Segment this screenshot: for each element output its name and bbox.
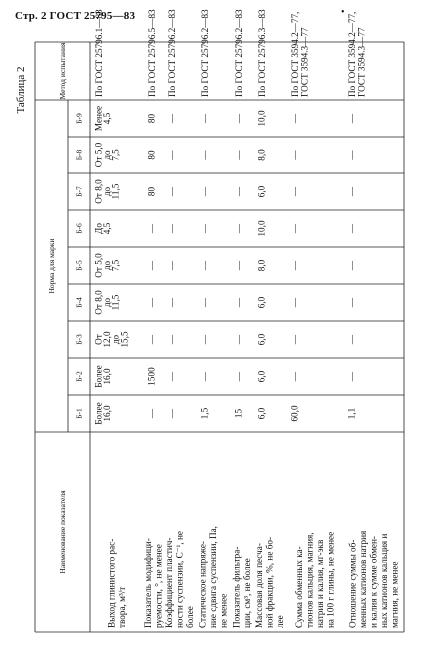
row-3-grade-value-line: — <box>166 113 177 124</box>
row-method-8-line: ГОСТ 3594.3—77 <box>356 27 367 97</box>
row-6-grade-value <box>257 333 267 345</box>
row-5-grade-value-line: — <box>233 150 244 160</box>
row-name-2-line: руемости, °, не менее <box>153 544 164 628</box>
row-3-grade-value <box>167 371 177 382</box>
row-name-7-line: натрия и калия, мг-экв <box>314 539 325 628</box>
row-6-grade-value-line: 6,0 <box>256 185 267 198</box>
row-1-grade-value-line: Менее <box>93 105 104 132</box>
row-4-grade-value <box>200 260 210 271</box>
row-2-grade-value-line: 80 <box>146 113 157 124</box>
row-2-grade-value-line: — <box>146 260 157 271</box>
row-1-grade-value <box>94 253 121 278</box>
row-name-1-line: твора, м³/т <box>116 586 127 628</box>
row-8-grade-value <box>347 260 357 271</box>
row-1-grade-value-line: 4,5 <box>102 222 113 235</box>
grade-header-Б-3 <box>75 334 84 345</box>
norm-header <box>47 238 56 293</box>
row-5-grade-value-line: — <box>233 334 244 345</box>
row-1-grade-value-line: 16,0 <box>102 368 113 385</box>
row-4-grade-value <box>200 186 210 197</box>
row-3-grade-value <box>167 150 177 161</box>
row-2-grade-value-line: — <box>146 334 157 345</box>
row-6-grade-value-line: 6,0 <box>256 296 267 309</box>
row-4-grade-value-line: 1,5 <box>199 407 210 420</box>
row-method-2 <box>147 9 157 97</box>
row-name-3-line: ности суспензии, С⁻¹, не <box>174 531 185 628</box>
row-4-grade-value-line: — <box>199 186 210 197</box>
row-4-grade-value <box>200 223 210 234</box>
row-1-grade-value-line: 7,5 <box>110 259 121 272</box>
row-1-grade-value-line: 4,5 <box>102 112 113 125</box>
row-name-6-line: Массовая доля песча- <box>254 543 265 628</box>
row-method-1-line: По ГОСТ 25796.1—83 <box>94 9 105 97</box>
row-name-8-line: Отношение суммы об- <box>347 539 358 628</box>
row-4-grade-value <box>200 113 210 124</box>
row-method-6-line: По ГОСТ 25796.3—83 <box>257 9 268 97</box>
row-7-grade-value <box>290 371 300 382</box>
row-3-grade-value-line: — <box>166 186 177 197</box>
row-name-4-line: Статическое напряже- <box>197 541 208 628</box>
row-5-grade-value <box>234 409 244 419</box>
row-1-grade-value <box>94 222 113 234</box>
row-3-grade-value <box>167 334 177 345</box>
row-7-grade-value-line: — <box>289 260 300 271</box>
row-1-grade-value <box>94 290 121 315</box>
row-6-grade-value-line: 10,0 <box>256 110 267 127</box>
row-1-grade-value-line: до <box>102 150 113 160</box>
grade-header-Б-6 <box>75 223 84 234</box>
row-7-grade-value-line: — <box>289 334 300 345</box>
row-7-grade-value <box>290 186 300 197</box>
row-4-grade-value-line: — <box>199 334 210 345</box>
row-5-grade-value <box>234 113 244 124</box>
grade-header-Б-7 <box>75 186 84 197</box>
row-name-1-line: Выход глинистого рас- <box>106 538 117 628</box>
row-name-7 <box>294 532 336 628</box>
row-name-7-line: Сумма обменных ка- <box>293 546 304 628</box>
row-7-grade-value <box>290 150 300 161</box>
row-5-grade-value-line: — <box>233 186 244 197</box>
row-3-grade-value <box>167 223 177 234</box>
row-8-grade-value <box>347 371 357 382</box>
row-5-grade-value <box>234 371 244 382</box>
row-name-3 <box>164 531 195 628</box>
row-1-grade-value-line: 16,0 <box>102 405 113 422</box>
row-6-grade-value <box>257 149 267 161</box>
row-6-grade-value-line: 10,0 <box>256 220 267 237</box>
table-caption-line: Таблица 2 <box>14 66 27 114</box>
row-1-grade-value-line: От 5,0 <box>93 142 104 168</box>
row-6-grade-value <box>257 407 267 419</box>
row-1-grade-value <box>94 402 113 425</box>
row-3-grade-value-line: — <box>166 260 177 271</box>
row-method-6 <box>257 9 267 97</box>
row-8-grade-value-line: — <box>346 113 357 124</box>
row-8-grade-value-line: — <box>346 334 357 345</box>
row-3-grade-value <box>167 260 177 271</box>
row-5-grade-value <box>234 186 244 197</box>
row-7-grade-value-line: — <box>289 371 300 382</box>
row-8-grade-value-line: — <box>346 260 357 271</box>
row-3-grade-value <box>167 186 177 197</box>
row-2-grade-value <box>147 297 157 308</box>
row-5-grade-value-line: — <box>233 371 244 382</box>
row-1-grade-value-line: Более <box>93 402 104 425</box>
row-1-grade-value-line: 11,5 <box>110 294 121 311</box>
row-5-grade-value <box>234 260 244 271</box>
row-3-grade-value-line: — <box>166 408 177 419</box>
row-7-grade-value-line: — <box>289 113 300 124</box>
row-6-grade-value-line: 6,0 <box>256 370 267 383</box>
row-4-grade-value <box>200 150 210 161</box>
page-number: Стр. 2 <box>15 10 47 22</box>
row-7-grade-value <box>290 113 300 124</box>
row-2-grade-value-line: 1500 <box>146 367 157 386</box>
grade-header-Б-8-line: Б-8 <box>74 149 84 161</box>
row-2-grade-value <box>147 114 157 124</box>
row-4-grade-value <box>200 371 210 382</box>
row-1-grade-value-line: 12,0 <box>102 331 113 348</box>
row-1-grade-value-line: От 8,0 <box>93 179 104 204</box>
row-name-3-line: Коэффициент пластич- <box>164 537 175 628</box>
name-column-header <box>58 490 67 574</box>
standard-number: ГОСТ 25795—83 <box>49 10 136 22</box>
row-name-6-line: ной фракции, %, не бо- <box>264 536 275 628</box>
grade-header-Б-2 <box>75 371 84 382</box>
row-3-grade-value <box>167 113 177 124</box>
grade-header-Б-2-line: Б-2 <box>74 371 84 382</box>
row-5-grade-value-line: 15 <box>233 408 244 419</box>
row-7-grade-value <box>290 297 300 308</box>
row-1-grade-value-line: Более <box>93 365 104 388</box>
row-name-6 <box>254 537 285 628</box>
row-8-grade-value-line: — <box>346 297 357 308</box>
row-6-grade-value-line: 8,0 <box>256 259 267 272</box>
row-1-grade-value <box>94 331 130 347</box>
row-method-5-line: По ГОСТ 25796.2—83 <box>234 9 245 97</box>
row-name-4 <box>198 526 229 628</box>
row-1-grade-value-line: 11,5 <box>110 183 121 200</box>
row-8-grade-value-line: — <box>346 186 357 197</box>
row-1-grade-value-line: до <box>110 334 121 345</box>
row-5-grade-value-line: — <box>233 260 244 271</box>
row-4-grade-value-line: — <box>199 150 210 160</box>
row-2-grade-value <box>147 367 157 386</box>
row-3-grade-value-line: — <box>166 334 177 345</box>
row-method-7-line: По ГОСТ 3594.2—77, <box>290 11 301 97</box>
row-method-7-line: ГОСТ 3594.3—77 <box>299 27 310 97</box>
row-method-3 <box>167 9 177 97</box>
row-3-grade-value <box>167 408 177 419</box>
row-2-grade-value <box>147 187 157 197</box>
row-method-2-line: По ГОСТ 25796.5—83 <box>147 9 158 97</box>
grade-header-Б-5 <box>75 260 84 271</box>
row-1-grade-value-line: 15,5 <box>119 331 130 348</box>
grade-header-Б-9 <box>75 113 84 124</box>
row-method-4 <box>200 9 210 97</box>
row-name-3-line: более <box>185 606 196 628</box>
row-method-3-line: По ГОСТ 25796.2—83 <box>167 9 178 97</box>
row-6-grade-value <box>257 370 267 382</box>
row-method-7 <box>290 12 310 97</box>
row-5-grade-value <box>234 334 244 345</box>
row-4-grade-value-line: — <box>199 113 210 124</box>
row-method-8 <box>347 12 367 97</box>
row-name-7-line: на 100 г глины, не менее <box>325 531 336 628</box>
row-2-grade-value-line: 80 <box>146 186 157 197</box>
row-4-grade-value <box>200 407 210 419</box>
row-name-8-line: и калия к сумме обмен- <box>368 536 379 628</box>
grade-header-Б-4-line: Б-4 <box>74 297 84 308</box>
row-6-grade-value <box>257 296 267 308</box>
row-name-4-line: ние сдвига суспензии, Па, <box>208 526 219 628</box>
row-5-grade-value <box>234 150 244 161</box>
row-3-grade-value-line: — <box>166 371 177 382</box>
norm-header-line: Норма для марки <box>47 238 57 294</box>
grade-header-Б-8 <box>75 149 84 160</box>
row-8-grade-value <box>347 407 357 419</box>
row-2-grade-value <box>147 260 157 271</box>
row-6-grade-value <box>257 185 267 197</box>
row-6-grade-value-line: 6,0 <box>256 407 267 420</box>
grade-header-Б-4 <box>75 297 84 308</box>
row-1-grade-value <box>94 106 113 131</box>
row-1-grade-value-line: До <box>93 223 104 234</box>
method-column-header-line: Метод испытания <box>58 42 68 100</box>
row-name-8-line: менных катионов натрия <box>358 530 369 628</box>
row-8-grade-value-line: — <box>346 150 357 160</box>
row-name-2-line: Показатель модифици- <box>142 538 153 628</box>
row-7-grade-value-line: — <box>289 186 300 197</box>
row-1-grade-value-line: до <box>102 260 113 271</box>
row-2-grade-value-line: — <box>146 297 157 308</box>
row-name-4-line: не менее <box>218 593 229 628</box>
row-name-6-line: лее <box>275 615 286 628</box>
row-name-5 <box>231 547 252 628</box>
row-method-8-line: По ГОСТ 3594.2—77, <box>347 11 358 97</box>
row-6-grade-value <box>257 259 267 271</box>
grade-header-Б-7-line: Б-7 <box>74 186 84 197</box>
method-column-header <box>58 42 67 99</box>
row-1-grade-value-line: до <box>102 297 113 308</box>
row-7-grade-value-line: — <box>289 223 300 234</box>
row-5-grade-value-line: — <box>233 223 244 234</box>
row-8-grade-value-line: 1,1 <box>346 407 357 420</box>
row-3-grade-value <box>167 297 177 308</box>
row-name-5-line: ции, см³, не более <box>241 558 252 628</box>
row-4-grade-value-line: — <box>199 260 210 271</box>
row-1-grade-value-line: От 8,0 <box>93 290 104 315</box>
row-method-5 <box>234 9 244 97</box>
row-8-grade-value <box>347 113 357 124</box>
row-3-grade-value-line: — <box>166 150 177 160</box>
speck-mark: • <box>341 7 345 18</box>
row-name-2 <box>143 538 164 628</box>
row-5-grade-value-line: — <box>233 297 244 308</box>
row-3-grade-value-line: — <box>166 297 177 308</box>
row-5-grade-value-line: — <box>233 113 244 124</box>
row-1-grade-value-line: От 5,0 <box>93 253 104 278</box>
row-7-grade-value <box>290 334 300 345</box>
row-method-4-line: По ГОСТ 25796.2—83 <box>200 9 211 97</box>
row-6-grade-value <box>257 110 267 126</box>
grade-header-Б-5-line: Б-5 <box>74 260 84 271</box>
row-8-grade-value-line: — <box>346 223 357 234</box>
grade-header-Б-3-line: Б-3 <box>74 334 84 345</box>
row-1-grade-value <box>94 179 121 204</box>
row-3-grade-value-line: — <box>166 223 177 234</box>
name-column-header-line: Наименование показателя <box>58 490 68 574</box>
grade-header-Б-1-line: Б-1 <box>74 408 84 419</box>
row-name-8 <box>348 530 400 628</box>
row-2-grade-value-line: 80 <box>146 150 157 160</box>
table-caption <box>15 66 27 113</box>
row-name-5-line: Показатель фильтра- <box>231 546 242 628</box>
row-7-grade-value <box>290 260 300 271</box>
row-2-grade-value-line: — <box>146 223 157 234</box>
grade-header-Б-9-line: Б-9 <box>74 113 84 124</box>
row-7-grade-value-line: — <box>289 297 300 308</box>
grade-header-Б-6-line: Б-6 <box>74 223 84 234</box>
row-8-grade-value-line: — <box>346 371 357 382</box>
row-6-grade-value-line: 6,0 <box>256 333 267 346</box>
row-7-grade-value <box>290 223 300 234</box>
row-2-grade-value <box>147 150 157 160</box>
row-4-grade-value-line: — <box>199 297 210 308</box>
row-6-grade-value-line: 8,0 <box>256 149 267 161</box>
row-7-grade-value-line: 60,0 <box>289 405 300 422</box>
row-method-1 <box>94 9 104 97</box>
row-8-grade-value <box>347 186 357 197</box>
row-4-grade-value-line: — <box>199 371 210 382</box>
row-name-1 <box>106 539 127 628</box>
grade-header-Б-1 <box>75 408 84 419</box>
row-name-8-line: ных катионов кальция и <box>379 533 390 628</box>
row-8-grade-value <box>347 297 357 308</box>
row-2-grade-value <box>147 223 157 234</box>
row-4-grade-value-line: — <box>199 223 210 234</box>
row-8-grade-value <box>347 334 357 345</box>
row-1-grade-value-line: От <box>93 334 104 345</box>
row-5-grade-value <box>234 297 244 308</box>
row-5-grade-value <box>234 223 244 234</box>
row-1-grade-value-line: до <box>102 186 113 197</box>
row-8-grade-value <box>347 150 357 161</box>
row-7-grade-value <box>290 405 300 421</box>
row-4-grade-value <box>200 334 210 345</box>
row-name-7-line: тионов кальция, магния, <box>304 532 315 628</box>
row-6-grade-value <box>257 220 267 236</box>
row-7-grade-value-line: — <box>289 150 300 160</box>
row-1-grade-value <box>94 142 121 167</box>
row-2-grade-value <box>147 334 157 345</box>
row-2-grade-value <box>147 408 157 419</box>
row-1-grade-value <box>94 365 113 388</box>
row-2-grade-value-line: — <box>146 408 157 419</box>
row-4-grade-value <box>200 297 210 308</box>
row-1-grade-value-line: 7,5 <box>110 149 121 161</box>
row-name-8-line: магния, не менее <box>389 561 400 628</box>
row-8-grade-value <box>347 223 357 234</box>
